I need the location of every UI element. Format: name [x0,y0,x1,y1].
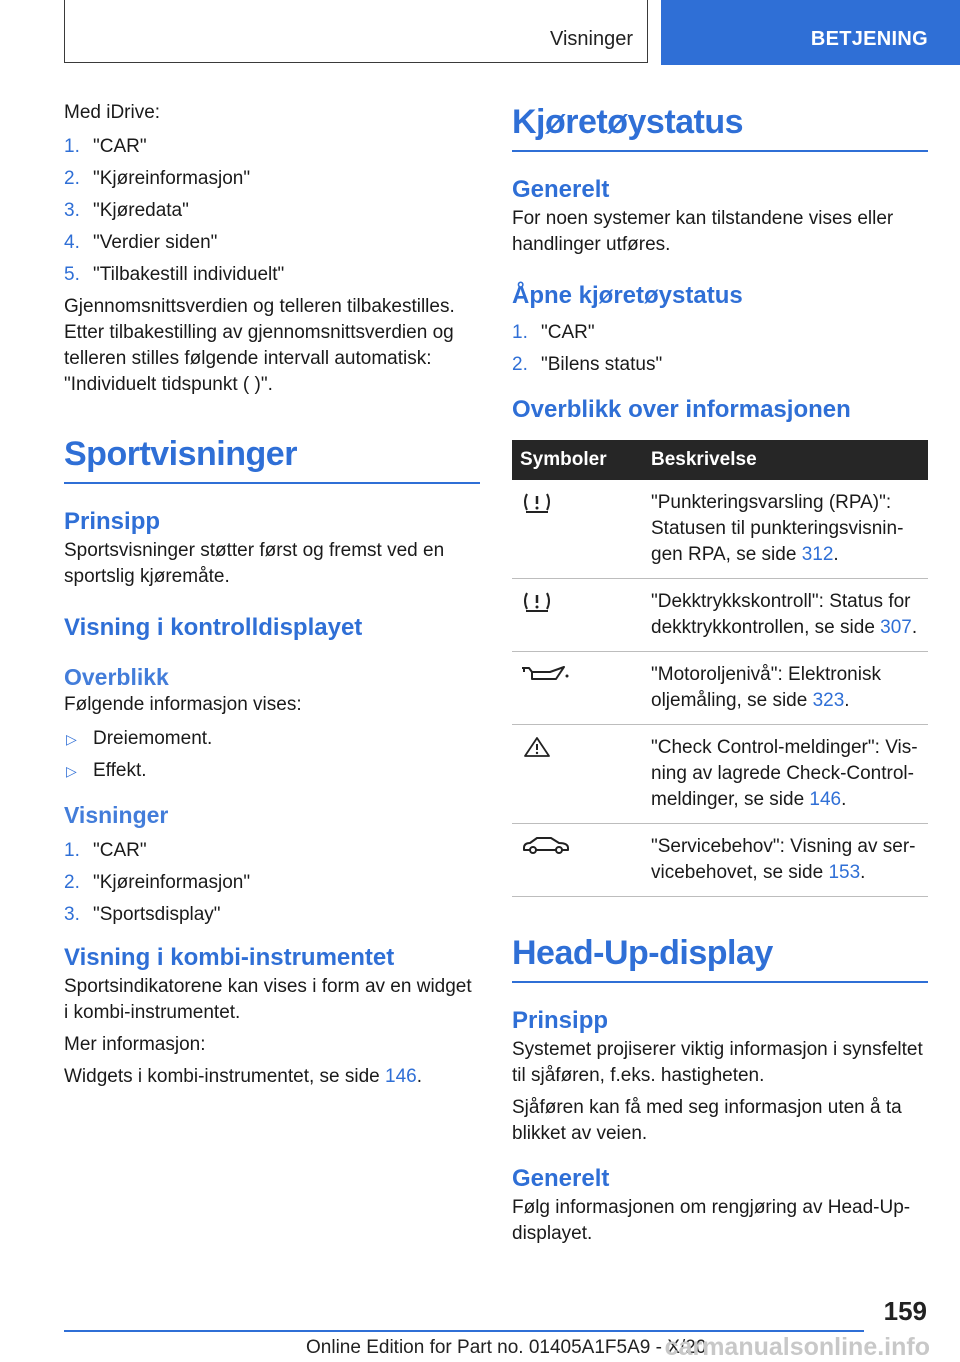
period: . [416,1066,422,1087]
table-row [512,480,928,579]
tire-pressure-warning-icon [520,490,554,516]
open-status-steps [512,320,928,378]
overblikk-text: Følgende informasjon vises: [64,694,302,715]
symbol-cell [512,652,643,725]
page-link[interactable]: 307 [880,617,912,638]
list-item [64,902,480,928]
display-steps-list [64,838,480,928]
bullet-text: Effekt. [93,760,147,781]
footer-divider [64,1330,864,1332]
step-number: 1. [64,840,80,861]
triangle-bullet-icon: ▷ [66,763,77,779]
warning-triangle-icon [520,735,554,759]
step-text: "Sportsdisplay" [93,904,221,925]
step-number: 4. [64,232,80,253]
idrive-intro: Med iDrive: [64,102,161,123]
heading-kontrolldisplay: Visning i kontrolldisplayet [64,614,363,641]
list-item [64,230,480,256]
step-number: 2. [512,354,528,375]
reset-steps-list [64,134,480,288]
step-number: 3. [64,200,80,221]
list-item [64,758,480,784]
step-text: "CAR" [93,840,147,861]
list-item [64,838,480,864]
chapter-tab[interactable]: BETJENING [661,0,960,65]
hud-prinsipp-text-1: Systemet projiserer viktig informasjon i synsfeltet til sjåføren, f.eks. hastigheten. [512,1039,923,1086]
edition-text: Online Edition for Part no. 01405A1F5A9 - X/20 [306,1337,707,1358]
heading-head-up-display: Head-Up-display [512,931,928,983]
table-header-row [512,440,928,480]
list-item [64,870,480,896]
list-item [512,352,928,378]
heading-generelt: Generelt [512,1165,610,1192]
step-number: 2. [64,872,80,893]
reference-text: Widgets i kombi-instrumentet, se side [64,1066,386,1087]
step-number: 5. [64,264,80,285]
description-text: "Dekktrykkskontroll": Status for dekktrykkontrollen, se side [651,591,911,638]
list-item [512,320,928,346]
triangle-bullet-icon: ▷ [66,731,77,747]
generelt-text: For noen systemer kan tilstandene vises eller handlinger utføres. [512,208,894,255]
table-row [512,579,928,652]
step-text: "Kjøredata" [93,200,189,221]
page-link[interactable]: 146 [385,1066,417,1087]
symbol-cell [512,824,643,897]
header-frame [64,0,648,63]
kombi-text: Sportsindikatorene kan vises i form av en widget i kombi-instrumentet. [64,976,472,1023]
watermark: carmanualsonline.info [664,1333,930,1361]
heading-generelt: Generelt [512,176,610,203]
step-number: 3. [64,904,80,925]
reset-description: Gjennomsnittsverdien og telleren tilbakestilles. Etter tilbakestilling av gjennomsnittsverdien og telleren stilles følgende intervall automatisk: "Individuelt tidspunkt ( )". [64,296,455,395]
list-item [64,726,480,752]
step-number: 2. [64,168,80,189]
page-link[interactable]: 153 [828,862,861,883]
heading-apne-status: Åpne kjøretøystatus [512,282,743,309]
widgets-reference [64,1064,480,1090]
list-item [64,262,480,288]
step-number: 1. [512,322,528,343]
car-service-icon [520,834,572,856]
page-number: 159 [883,1296,927,1326]
hud-prinsipp-text-2: Sjåføren kan få med seg informasjon uten å ta blikket av veien. [512,1097,902,1144]
left-column [64,100,480,1090]
description-text: "Check Control-meldinger": Visning av lagrede Check-Control-meldinger, se side [651,737,918,810]
oil-can-icon [520,662,570,684]
column-header-description: Beskrivelse [643,440,928,480]
column-header-symbols: Symboler [512,440,643,480]
page-link[interactable]: 312 [801,544,834,565]
step-text: "Verdier siden" [93,232,218,253]
table-row [512,652,928,725]
symbol-cell [512,579,643,652]
description-cell: "Check Control-meldinger": Visning av lagrede Check-Control-meldinger, se side 146. [643,725,928,824]
step-number: 1. [64,136,80,157]
symbol-cell [512,725,643,824]
description-cell: "Motoroljenivå": Elektronisk oljemåling, se side 323. [643,652,928,725]
bullet-text: Dreiemoment. [93,728,213,749]
table-row [512,824,928,897]
right-column [512,100,928,1247]
heading-overblikk-informasjon: Overblikk over informasjonen [512,396,851,423]
heading-kjoretoystatus: Kjøretøystatus [512,100,928,152]
heading-kombi-instrument: Visning i kombi-instrumentet [64,944,395,971]
heading-overblikk: Overblikk [64,664,169,690]
heading-prinsipp: Prinsipp [512,1007,609,1034]
step-text: "Tilbakestill individuelt" [93,264,285,285]
prinsipp-text: Sportsvisninger støtter først og fremst ved en sportslig kjøremåte. [64,540,445,587]
heading-sportvisninger: Sportvisninger [64,432,480,484]
description-text: "Motoroljenivå": Elektronisk oljemåling, se side [651,664,881,711]
status-symbol-table [512,440,928,897]
description-text: "Punkteringsvarsling (RPA)": Statusen til punkteringsvisningen RPA, se side [651,492,904,565]
heading-prinsipp: Prinsipp [64,508,161,535]
step-text: "Kjøreinformasjon" [93,872,251,893]
step-text: "Kjøreinformasjon" [93,168,251,189]
description-cell: "Punkteringsvarsling (RPA)": Statusen til punkteringsvisningen RPA, se side 312. [643,480,928,579]
more-info-label: Mer informasjon: [64,1034,206,1055]
table-row [512,725,928,824]
step-text: "CAR" [541,322,595,343]
section-title: Visninger [549,28,633,50]
list-item [64,166,480,192]
description-cell: "Servicebehov": Visning av servicebehovet, se side 153. [643,824,928,897]
heading-visninger: Visninger [64,802,169,828]
list-item [64,134,480,160]
page-link[interactable]: 323 [812,690,845,711]
info-bullets [64,726,480,784]
hud-generelt-text: Følg informasjonen om rengjøring av Head-Up-displayet. [512,1197,911,1244]
list-item [64,198,480,224]
tire-pressure-warning-icon [520,589,554,615]
description-text: "Servicebehov": Visning av servicebehovet, se side [651,836,916,883]
step-text: "Bilens status" [541,354,663,375]
symbol-cell [512,480,643,579]
page-link[interactable]: 146 [809,789,842,810]
step-text: "CAR" [93,136,147,157]
description-cell: "Dekktrykkskontroll": Status for dekktrykkontrollen, se side 307. [643,579,928,652]
